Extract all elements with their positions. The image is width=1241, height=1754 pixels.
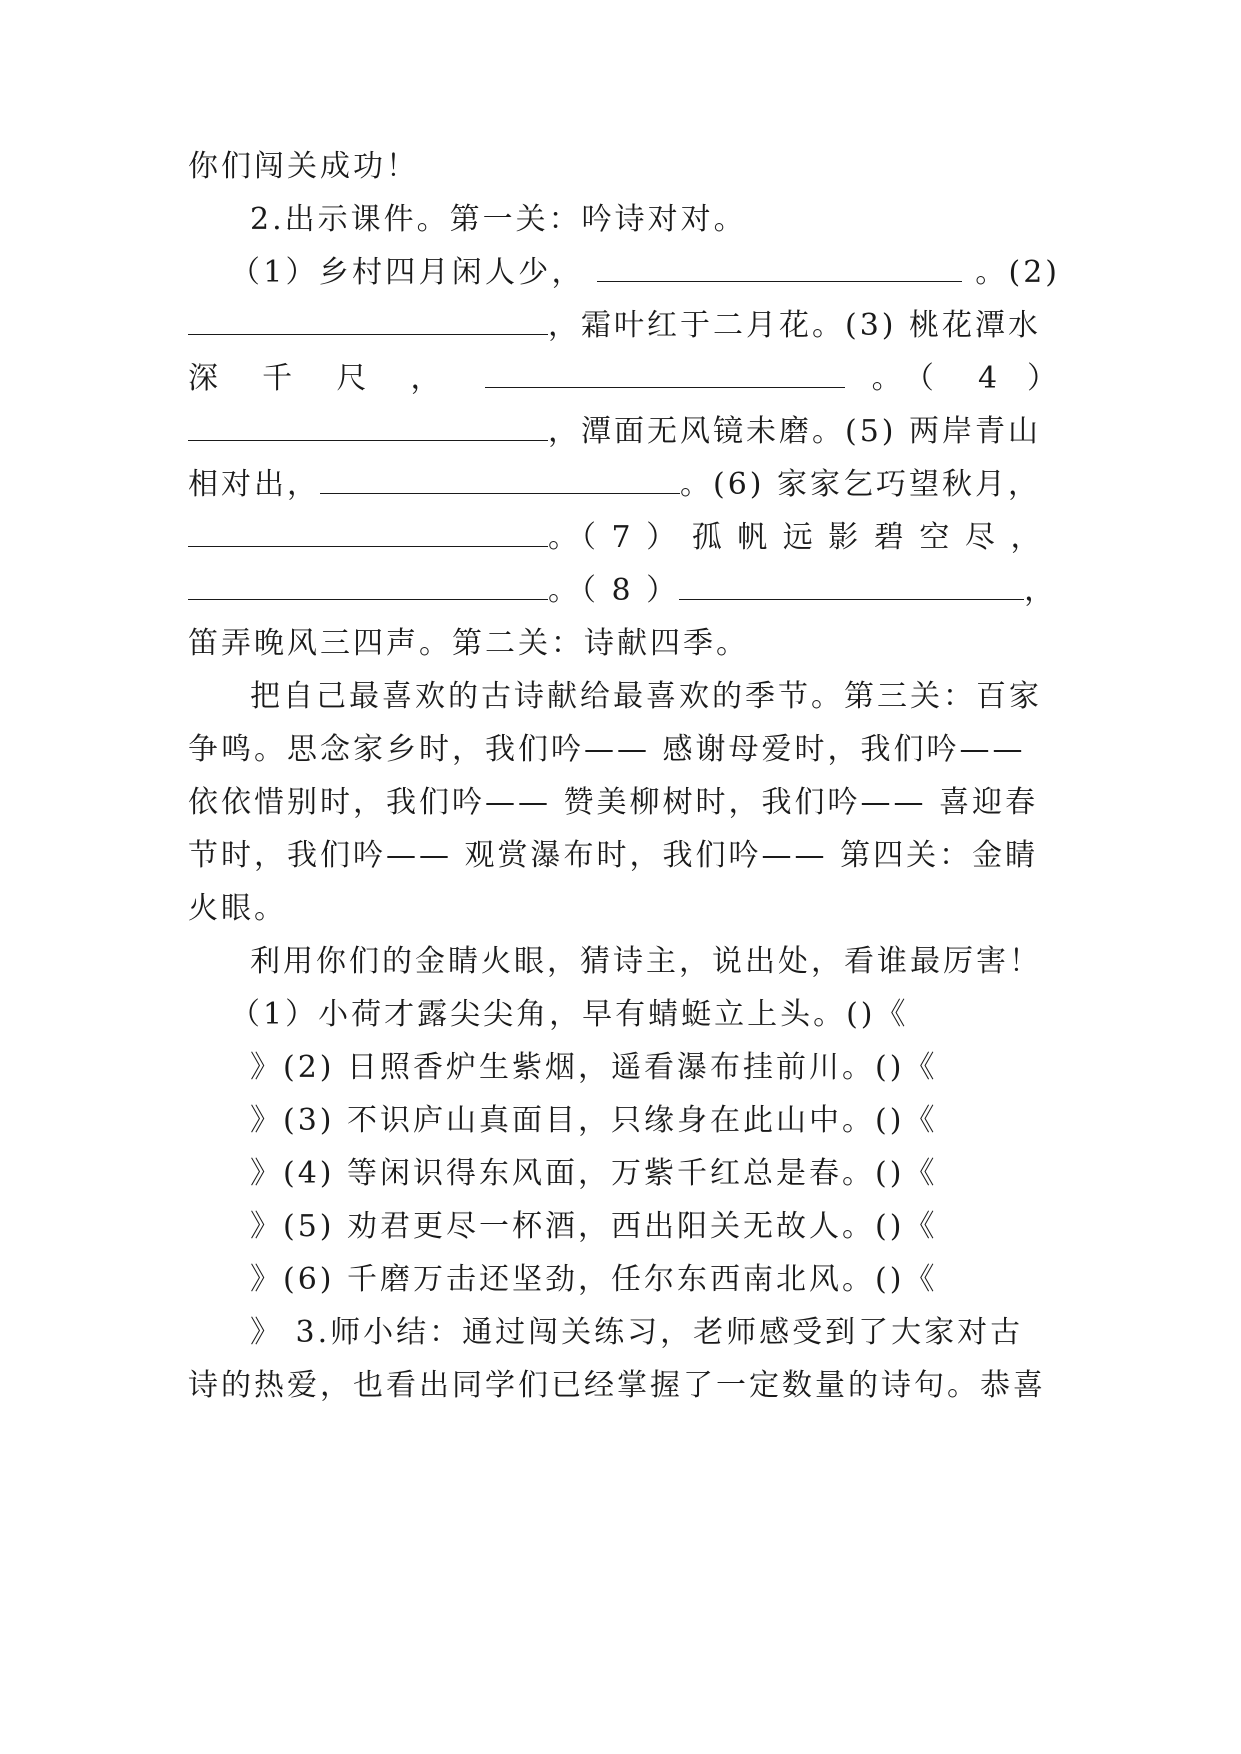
fill-blank — [485, 357, 845, 388]
line-text: 深 千 尺 ， — [188, 361, 458, 396]
line-text: 》(4) 等闲识得东风面，万紫千红总是春。()《 — [250, 1156, 938, 1191]
text-line — [250, 1099, 1060, 1143]
text-line — [230, 993, 1060, 1037]
line-text: 。(6) 家家乞巧望秋月， — [680, 467, 1042, 502]
text-line — [188, 1364, 1060, 1408]
text-line — [250, 675, 1060, 719]
text-line — [188, 834, 1060, 878]
text-line — [188, 463, 1060, 507]
text-line — [250, 940, 1060, 984]
line-text: 相对出， — [188, 467, 320, 502]
text-line — [188, 728, 1060, 772]
fill-blank — [188, 516, 548, 547]
line-text: 。（ 7 ） 孤 帆 远 影 碧 空 尽 ， — [548, 520, 1044, 555]
text-line — [250, 1046, 1060, 1090]
line-text: 依依惜别时，我们吟—— 赞美柳树时，我们吟—— 喜迎春 — [188, 785, 1039, 820]
text-line — [188, 516, 1060, 560]
line-text: 把自己最喜欢的古诗献给最喜欢的季节。第三关：百家 — [250, 679, 1042, 714]
text-line — [250, 1311, 1060, 1355]
line-text: 。（ 4 ） — [871, 361, 1060, 396]
line-text: 。(2) — [975, 255, 1060, 290]
line-text: 》(6) 千磨万击还坚劲，任尔东西南北风。()《 — [250, 1262, 938, 1297]
text-line — [188, 887, 1060, 931]
line-text: （1）乡村四月闲人少， — [230, 255, 585, 290]
line-text: 争鸣。思念家乡时，我们吟—— 感谢母爱时，我们吟—— — [188, 732, 1026, 767]
text-line — [250, 1152, 1060, 1196]
line-text: 诗的热爱，也看出同学们已经掌握了一定数量的诗句。恭喜 — [188, 1368, 1046, 1403]
line-text: 》(5) 劝君更尽一杯酒，西出阳关无故人。()《 — [250, 1209, 938, 1244]
line-text: 》(2) 日照香炉生紫烟，遥看瀑布挂前川。()《 — [250, 1050, 938, 1085]
text-line — [250, 1205, 1060, 1249]
line-text: 火眼。 — [188, 891, 287, 926]
line-text: ，霜叶红于二月花。(3) 桃花潭水 — [548, 308, 1042, 343]
line-text: 笛弄晚风三四声。第二关：诗献四季。 — [188, 626, 749, 661]
fill-blank — [597, 251, 962, 282]
text-line — [188, 781, 1060, 825]
text-line — [250, 198, 1060, 242]
fill-blank — [188, 410, 548, 441]
text-line — [250, 1258, 1060, 1302]
line-text: 。（ 8 ） — [548, 573, 680, 608]
fill-blank — [320, 463, 680, 494]
line-text: （1）小荷才露尖尖角，早有蜻蜓立上头。()《 — [230, 997, 909, 1032]
line-text: 利用你们的金睛火眼，猜诗主，说出处，看谁最厉害！ — [250, 944, 1042, 979]
line-text: 你们闯关成功！ — [188, 149, 419, 184]
text-line — [188, 145, 1060, 189]
line-text: 》(3) 不识庐山真面目，只缘身在此山中。()《 — [250, 1103, 938, 1138]
line-text: ，潭面无风镜未磨。(5) 两岸青山 — [548, 414, 1042, 449]
fill-blank — [679, 569, 1024, 600]
line-text: ， — [1024, 573, 1058, 608]
fill-blank — [188, 304, 548, 335]
text-line — [188, 410, 1060, 454]
text-line — [188, 357, 1060, 401]
line-text: 》 3.师小结：通过闯关练习，老师感受到了大家对古 — [250, 1315, 1024, 1350]
text-line — [230, 251, 1060, 295]
text-line — [188, 569, 1060, 613]
line-text: 节时，我们吟—— 观赏瀑布时，我们吟—— 第四关：金睛 — [188, 838, 1039, 873]
text-line — [188, 622, 1060, 666]
fill-blank — [188, 569, 548, 600]
text-line — [188, 304, 1060, 348]
line-text: 2.出示课件。第一关：吟诗对对。 — [250, 202, 747, 237]
